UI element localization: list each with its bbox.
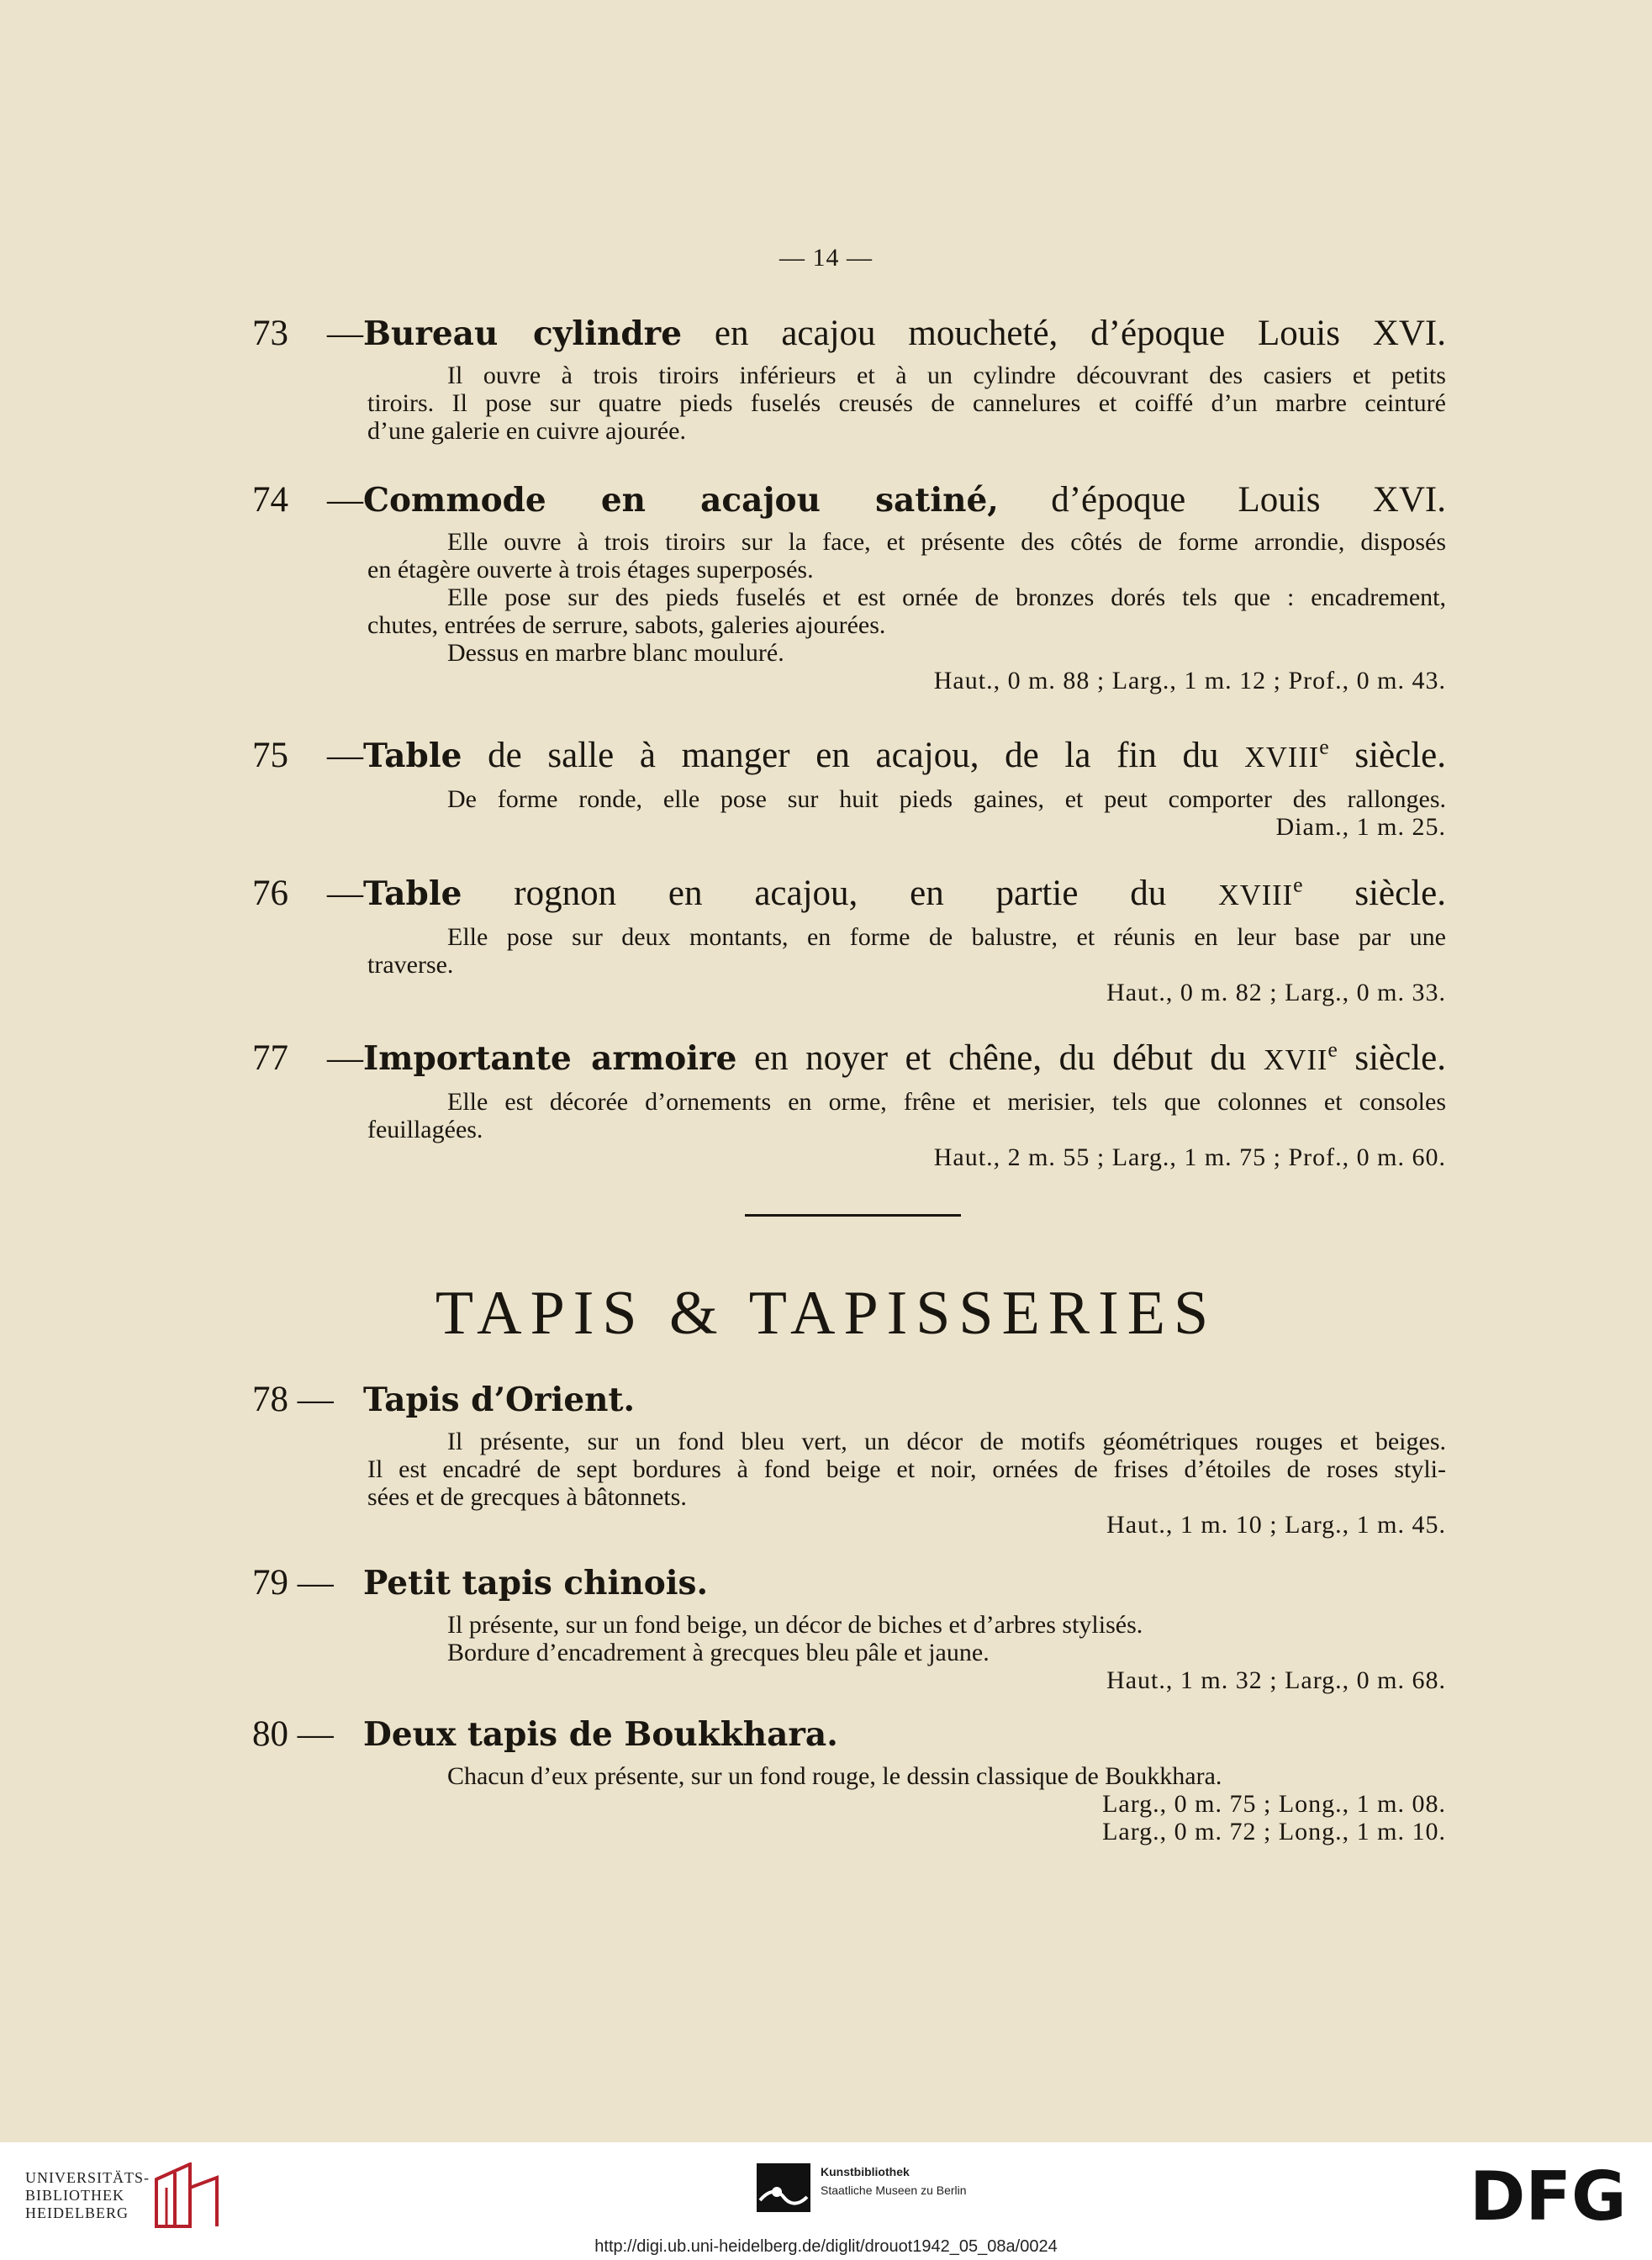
catalogue-entry-74 bbox=[252, 478, 1446, 694]
lot-title: Importante armoire bbox=[363, 1039, 737, 1078]
catalogue-entry-78 bbox=[252, 1377, 1446, 1539]
page-number: — 14 — bbox=[779, 244, 873, 272]
body-line: sées et de grecques à bâtonnets. bbox=[367, 1483, 687, 1511]
body-line: Bordure d’encadrement à grecques bleu pâle et jaune. bbox=[447, 1639, 990, 1666]
lot-description: en noyer et chêne, du début du bbox=[736, 1038, 1264, 1078]
digitization-footer bbox=[0, 2142, 1652, 2260]
logo-text-line: BIBLIOTHEK bbox=[25, 2187, 124, 2204]
dimensions: Haut., 2 m. 55 ; Larg., 1 m. 75 ; Prof., 0 m. 60. bbox=[933, 1143, 1446, 1171]
body-line: d’une galerie en cuivre ajourée. bbox=[367, 417, 686, 445]
dimensions: Larg., 0 m. 75 ; Long., 1 m. 08. bbox=[1102, 1790, 1446, 1818]
lot-title: Table bbox=[363, 874, 462, 913]
dimensions: Larg., 0 m. 72 ; Long., 1 m. 10. bbox=[1102, 1818, 1446, 1845]
body-line: Il est encadré de sept bordures à fond beige et noir, ornées de frises d’étoiles de roses styli- bbox=[367, 1455, 1446, 1483]
entry-heading bbox=[252, 1377, 1446, 1423]
dimensions: Haut., 1 m. 10 ; Larg., 1 m. 45. bbox=[1106, 1511, 1446, 1539]
century-superscript: e bbox=[1293, 872, 1303, 897]
entry-body bbox=[367, 923, 1446, 1006]
lot-number: 76 — bbox=[252, 874, 363, 913]
body-line: Elle ouvre à trois tiroirs sur la face, et présente des côtés de forme arrondie, disposés bbox=[447, 528, 1446, 556]
body-line: Elle pose sur des pieds fuselés et est ornée de bronzes dorés tels que : encadrement, bbox=[447, 583, 1446, 611]
lot-title: Tapis d’Orient. bbox=[363, 1381, 636, 1419]
body-line: Il présente, sur un fond beige, un décor de biches et d’arbres stylisés. bbox=[447, 1611, 1143, 1639]
entry-heading bbox=[252, 478, 1446, 523]
century-numeral: XVIII bbox=[1244, 742, 1320, 774]
catalogue-entry-80 bbox=[252, 1712, 1446, 1845]
lot-number: 74 — bbox=[252, 480, 363, 520]
catalogue-entry-77 bbox=[252, 1036, 1446, 1171]
entry-body bbox=[367, 785, 1446, 841]
kunstbibliothek-emblem-icon bbox=[757, 2163, 810, 2212]
entry-body bbox=[367, 1611, 1446, 1694]
source-url-link[interactable]: http://digi.ub.uni-heidelberg.de/diglit/drouot1942_05_08a/0024 bbox=[594, 2237, 1058, 2256]
lot-description-end: siècle. bbox=[1328, 736, 1446, 775]
section-divider bbox=[745, 1214, 961, 1217]
lot-number: 73 — bbox=[252, 314, 363, 353]
dfg-logo-text: DFG bbox=[1470, 2159, 1627, 2235]
lot-number: 78 — bbox=[252, 1380, 334, 1419]
body-line: Elle est décorée d’ornements en orme, frêne et merisier, tels que colonnes et consoles bbox=[447, 1088, 1446, 1116]
dimensions: Haut., 1 m. 32 ; Larg., 0 m. 68. bbox=[1106, 1666, 1446, 1694]
century-numeral: XVIII bbox=[1218, 879, 1294, 911]
heidelberg-library-name bbox=[25, 2169, 168, 2222]
lot-description: rognon en acajou, en partie du bbox=[462, 874, 1219, 913]
century-superscript: e bbox=[1319, 734, 1329, 759]
body-line: Elle pose sur deux montants, en forme de balustre, et réunis en leur base par une bbox=[447, 923, 1446, 951]
lot-description-end: siècle. bbox=[1302, 874, 1447, 913]
entry-heading bbox=[252, 311, 1446, 356]
dfg-logo[interactable] bbox=[1470, 2159, 1634, 2235]
lot-title: Petit tapis chinois. bbox=[363, 1564, 709, 1603]
lot-title: Deux tapis de Boukkhara. bbox=[363, 1715, 838, 1754]
body-line: en étagère ouverte à trois étages superposés. bbox=[367, 556, 814, 583]
kunstbibliothek-name: Kunstbibliothek bbox=[821, 2165, 910, 2178]
catalogue-entry-73 bbox=[252, 311, 1446, 445]
section-title: TAPIS & TAPISSERIES bbox=[435, 1279, 1217, 1348]
entry-body bbox=[367, 528, 1446, 694]
logo-text-line: HEIDELBERG bbox=[25, 2205, 129, 2221]
body-line: Chacun d’eux présente, sur un fond rouge, le dessin classique de Boukkhara. bbox=[447, 1762, 1222, 1790]
body-line: chutes, entrées de serrure, sabots, galeries ajourées. bbox=[367, 611, 886, 639]
lot-number: 77 — bbox=[252, 1038, 363, 1078]
lot-number: 79 — bbox=[252, 1563, 334, 1603]
lot-title: Commode en acajou satiné, bbox=[363, 481, 999, 520]
lot-number: 75 — bbox=[252, 736, 363, 775]
entry-body bbox=[367, 362, 1446, 445]
lot-description: en acajou moucheté, d’époque Louis XVI. bbox=[682, 314, 1447, 353]
catalogue-entry-79 bbox=[252, 1560, 1446, 1694]
entry-heading bbox=[252, 733, 1446, 780]
heidelberg-emblem-icon bbox=[150, 2162, 225, 2231]
body-line: De forme ronde, elle pose sur huit pieds gaines, et peut comporter des rallonges. bbox=[447, 785, 1446, 813]
body-line: feuillagées. bbox=[367, 1116, 483, 1143]
logo-text-line: UNIVERSITÄTS- bbox=[25, 2169, 150, 2186]
century-numeral: XVII bbox=[1263, 1044, 1328, 1076]
body-line: tiroirs. Il pose sur quatre pieds fuselés creusés de cannelures et coiffé d’un marbre ceinturé bbox=[367, 389, 1446, 417]
catalogue-entry-76 bbox=[252, 871, 1446, 1006]
kunstbibliothek-subtitle: Staatliche Museen zu Berlin bbox=[821, 2183, 967, 2197]
lot-description: de salle à manger en acajou, de la fin du bbox=[462, 736, 1245, 775]
body-line: Dessus en marbre blanc mouluré. bbox=[447, 639, 784, 667]
entry-body bbox=[367, 1428, 1446, 1539]
body-line: Il ouvre à trois tiroirs inférieurs et à un cylindre découvrant des casiers et petits bbox=[447, 362, 1446, 389]
entry-heading bbox=[252, 871, 1446, 918]
entry-body bbox=[367, 1088, 1446, 1171]
lot-number: 80 — bbox=[252, 1714, 334, 1754]
dimensions: Haut., 0 m. 88 ; Larg., 1 m. 12 ; Prof., 0 m. 43. bbox=[933, 667, 1446, 694]
lot-description-end: siècle. bbox=[1337, 1038, 1447, 1078]
body-line: traverse. bbox=[367, 951, 454, 979]
entry-heading bbox=[252, 1712, 1446, 1757]
dimensions: Diam., 1 m. 25. bbox=[1275, 813, 1446, 841]
dimensions: Haut., 0 m. 82 ; Larg., 0 m. 33. bbox=[1106, 979, 1446, 1006]
entry-body bbox=[367, 1762, 1446, 1845]
lot-title: Bureau cylindre bbox=[363, 314, 683, 353]
century-superscript: e bbox=[1327, 1037, 1338, 1062]
lot-title: Table bbox=[363, 737, 462, 775]
lot-description: d’époque Louis XVI. bbox=[998, 480, 1446, 520]
body-line: Il présente, sur un fond bleu vert, un décor de motifs géométriques rouges et beiges. bbox=[447, 1428, 1446, 1455]
catalogue-entry-75 bbox=[252, 733, 1446, 841]
entry-heading bbox=[252, 1036, 1446, 1083]
entry-heading bbox=[252, 1560, 1446, 1606]
